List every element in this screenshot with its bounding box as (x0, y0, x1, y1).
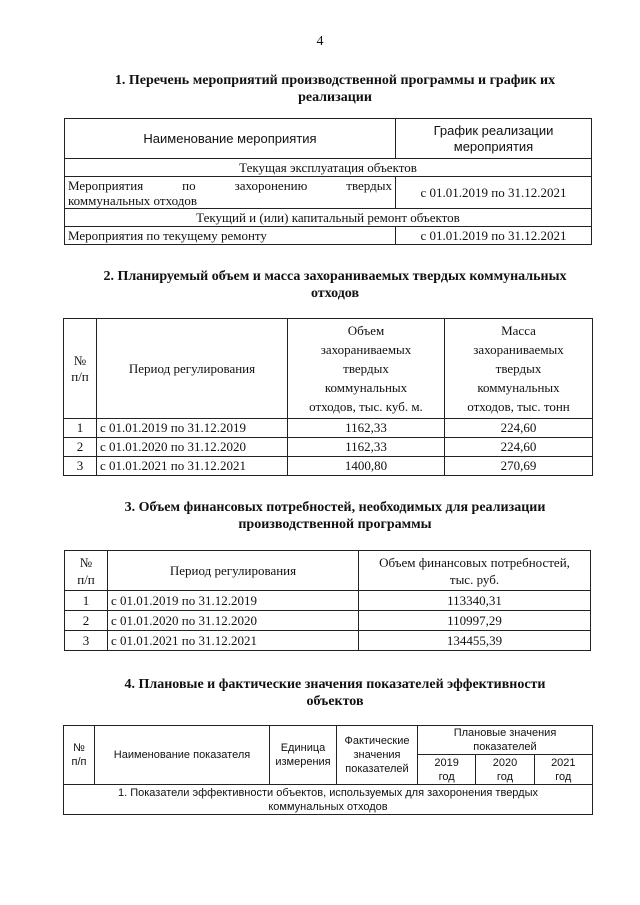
table-row (64, 457, 593, 476)
row-amount: 110997,29 (359, 611, 591, 631)
row-period: с 01.01.2020 по 31.12.2020 (97, 438, 288, 457)
row-num: 3 (65, 631, 108, 651)
section2-heading: 2. Планируемый объем и масса захораниваемых твердых коммунальных отходов (103, 269, 567, 301)
row-mass: 224,60 (445, 419, 593, 438)
row-num: 2 (64, 438, 97, 457)
row-volume: 1162,33 (288, 419, 445, 438)
table-row (65, 611, 591, 631)
table-header-row (64, 726, 593, 755)
activity-period: с 01.01.2019 по 31.12.2021 (396, 227, 592, 245)
activity-name: Мероприятия по захоронению твердых коммунальных отходов (65, 177, 396, 209)
row-mass: 270,69 (445, 457, 593, 476)
year-2020-header: 2020 год (476, 755, 534, 785)
table-row (64, 438, 593, 457)
row-amount: 113340,31 (359, 591, 591, 611)
group-label: Текущая эксплуатация объектов (65, 159, 592, 177)
col-indicator-header: Наименование показателя (95, 726, 270, 785)
page-number: 4 (316, 34, 324, 49)
waste-volume-table (63, 318, 593, 476)
col-period-header: Период регулирования (97, 319, 288, 419)
section3-heading: 3. Объем финансовых потребностей, необходимых для реализации производственной программы (124, 500, 546, 532)
table-header-row (65, 119, 592, 159)
col-num-header: № п/п (65, 551, 108, 591)
row-num: 1 (65, 591, 108, 611)
section4-heading: 4. Плановые и фактические значения показателей эффективности объектов (124, 677, 546, 709)
table-header-row (64, 319, 593, 419)
row-period: с 01.01.2019 по 31.12.2019 (97, 419, 288, 438)
col-actual-header: Фактические значения показателей (337, 726, 418, 785)
row-volume: 1162,33 (288, 438, 445, 457)
row-num: 3 (64, 457, 97, 476)
group-row (65, 209, 592, 227)
col-num-header: № п/п (64, 319, 97, 419)
table-row (64, 419, 593, 438)
row-num: 1 (64, 419, 97, 438)
row-period: с 01.01.2021 по 31.12.2021 (97, 457, 288, 476)
col-finance-header: Объем финансовых потребностей, тыс. руб. (359, 551, 591, 591)
row-volume: 1400,80 (288, 457, 445, 476)
col-mass-header: Масса захораниваемых твердых коммунальных отходов, тыс. тонн (445, 319, 593, 419)
col-period-header: Период регулирования (108, 551, 359, 591)
group-row (64, 785, 593, 815)
year-2021-header: 2021 год (534, 755, 592, 785)
table-row (65, 591, 591, 611)
year-2019-header: 2019 год (418, 755, 476, 785)
activities-table (64, 118, 592, 245)
row-period: с 01.01.2021 по 31.12.2021 (108, 631, 359, 651)
table-row (65, 227, 592, 245)
col-name-header: Наименование мероприятия (65, 119, 396, 159)
row-period: с 01.01.2019 по 31.12.2019 (108, 591, 359, 611)
group-label: Текущий и (или) капитальный ремонт объектов (65, 209, 592, 227)
col-planned-header: Плановые значения показателей (418, 726, 593, 755)
group-row (65, 159, 592, 177)
activity-period: с 01.01.2019 по 31.12.2021 (396, 177, 592, 209)
col-volume-header: Объем захораниваемых твердых коммунальных отходов, тыс. куб. м. (288, 319, 445, 419)
row-amount: 134455,39 (359, 631, 591, 651)
row-num: 2 (65, 611, 108, 631)
finance-table (64, 550, 591, 651)
table-row (65, 177, 592, 209)
table-header-row (65, 551, 591, 591)
col-unit-header: Единица измерения (270, 726, 337, 785)
section1-heading: 1. Перечень мероприятий производственной программы и график их реализации (114, 73, 556, 105)
efficiency-table (63, 725, 593, 815)
activity-name: Мероприятия по текущему ремонту (65, 227, 396, 245)
col-num-header: № п/п (64, 726, 95, 785)
group-label: 1. Показатели эффективности объектов, используемых для захоронения твердых коммунальных отходов (64, 785, 593, 815)
col-schedule-header: График реализации мероприятия (396, 119, 592, 159)
table-row (65, 631, 591, 651)
row-mass: 224,60 (445, 438, 593, 457)
row-period: с 01.01.2020 по 31.12.2020 (108, 611, 359, 631)
